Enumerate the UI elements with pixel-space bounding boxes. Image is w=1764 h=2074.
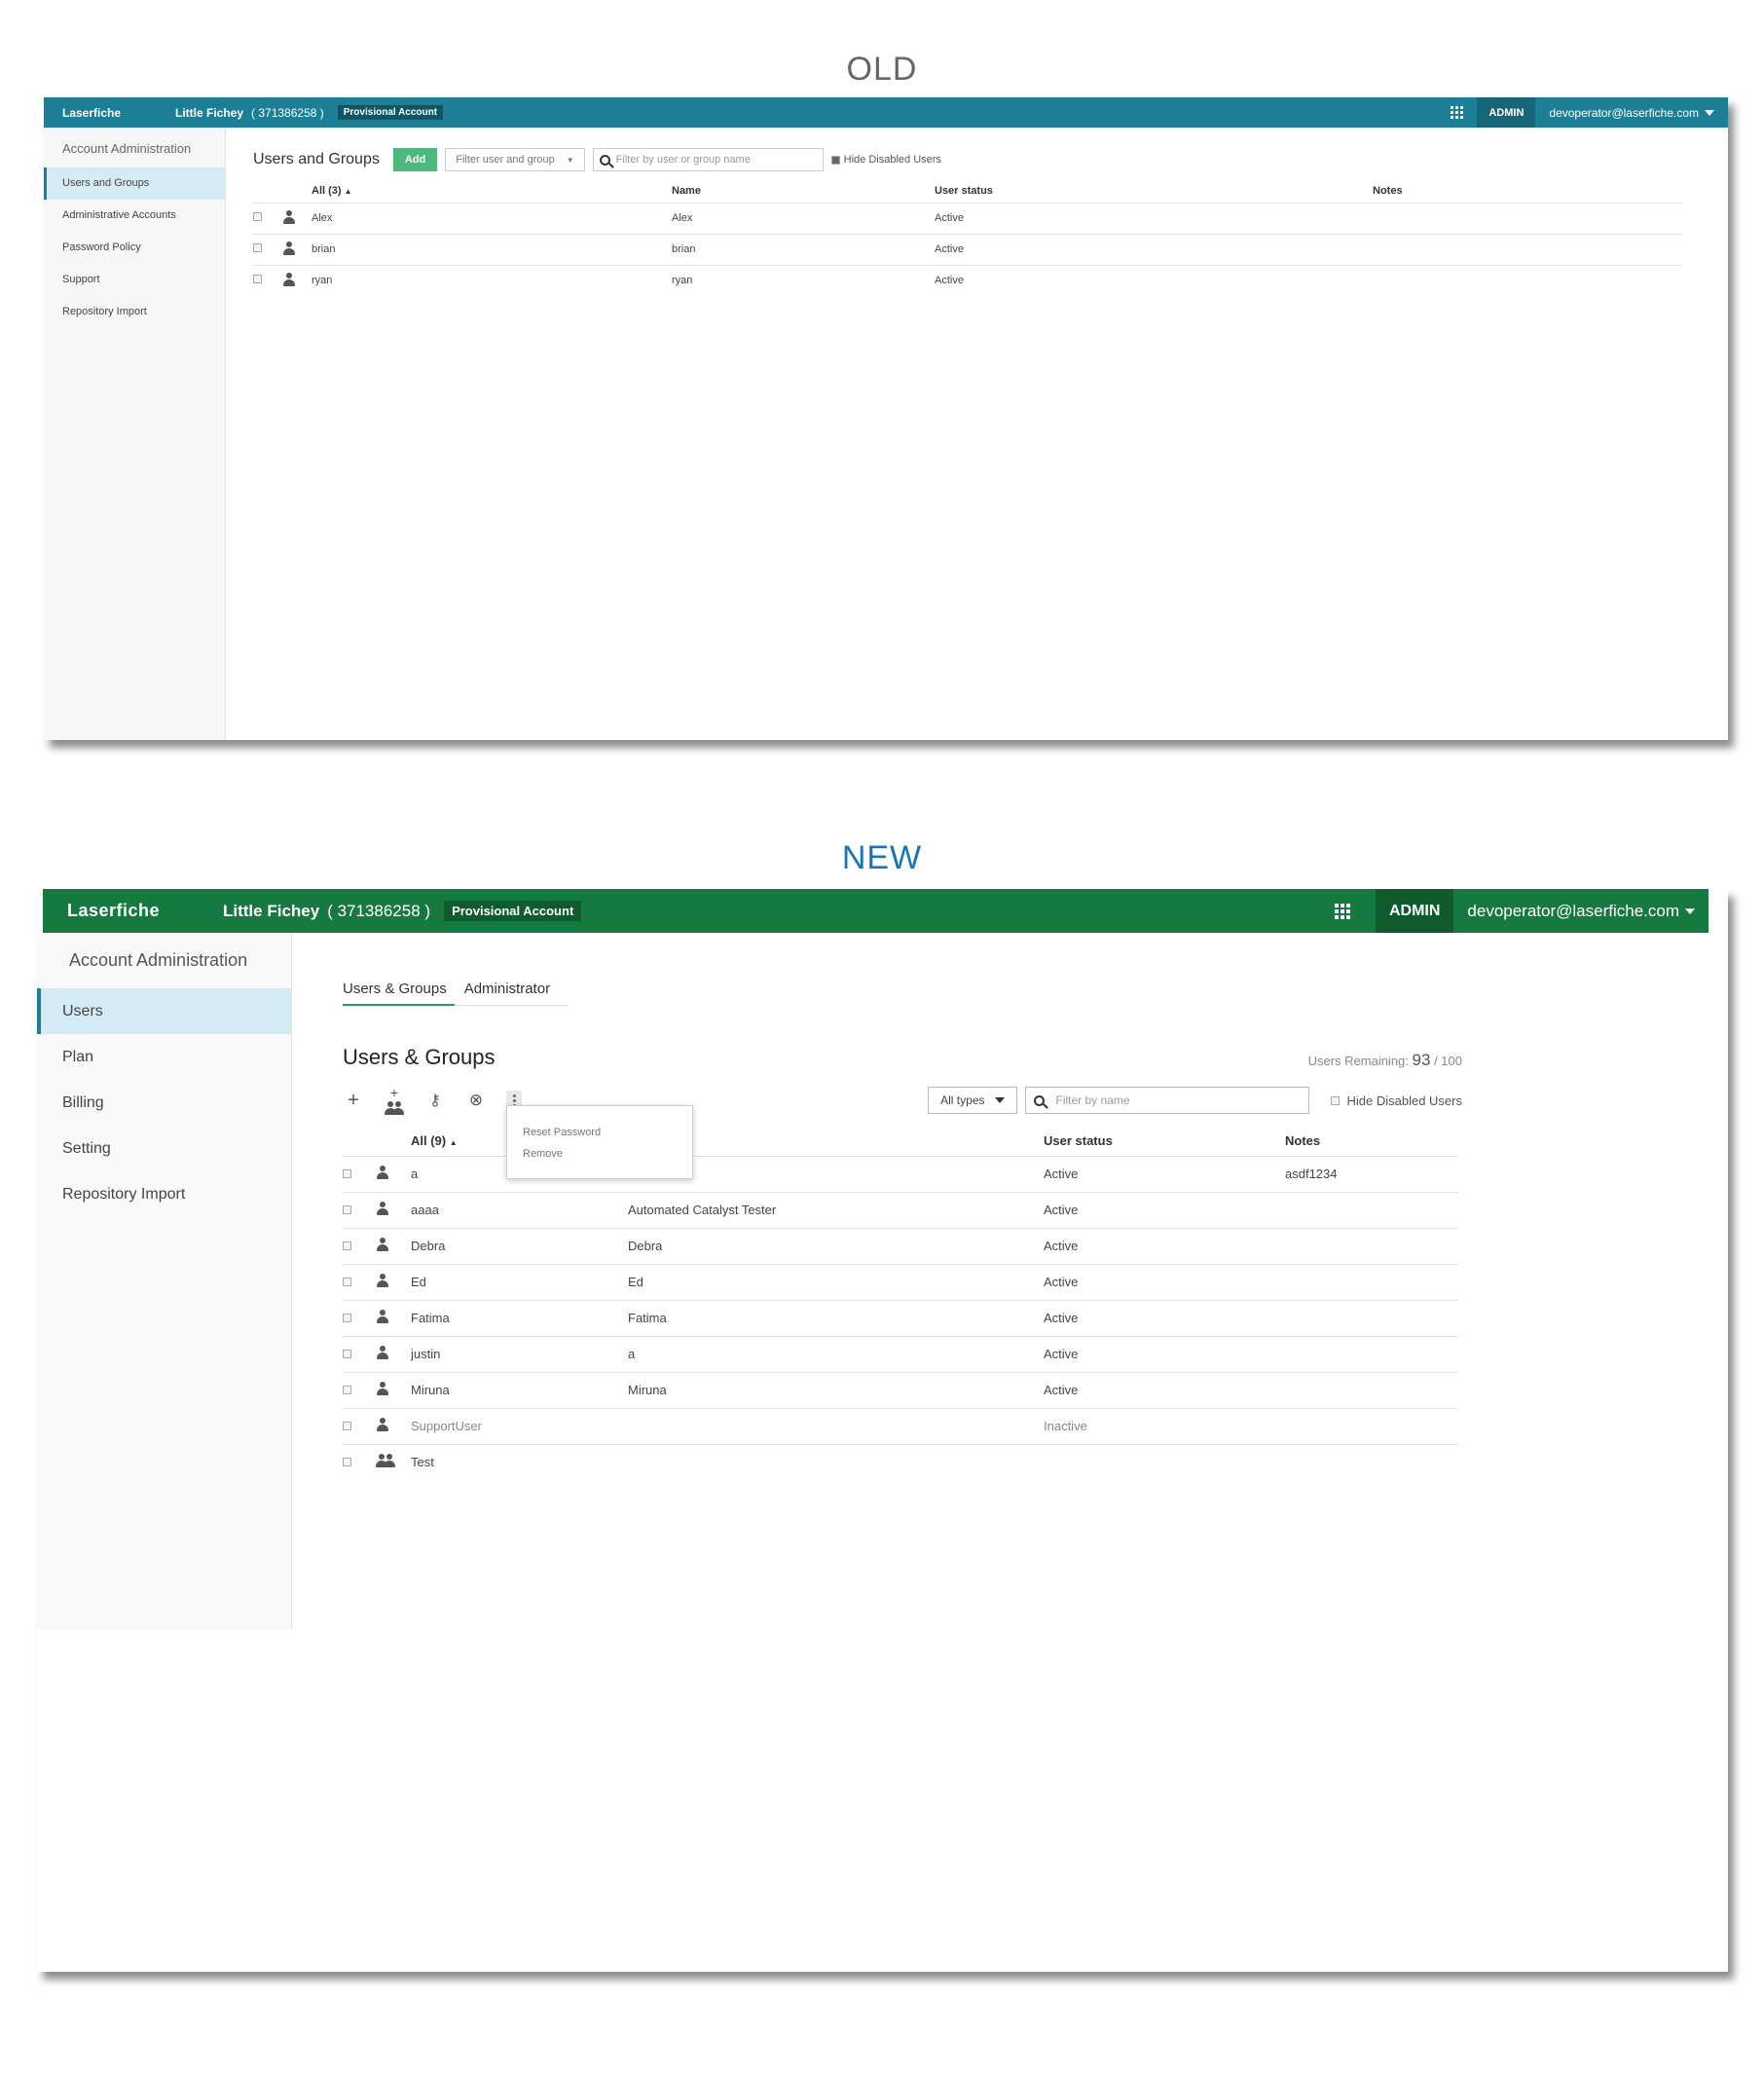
search-placeholder: Filter by name	[1055, 1093, 1130, 1107]
user-icon	[282, 273, 296, 286]
types-select[interactable]	[928, 1087, 1016, 1114]
sidebar-item-plan[interactable]: Plan	[62, 1049, 94, 1065]
row-checkbox[interactable]	[343, 1169, 351, 1178]
status-cell: Active	[935, 275, 964, 287]
account-cell: aaaa	[411, 1192, 628, 1228]
users-remaining-count: 93	[1412, 1051, 1431, 1069]
checkbox-label: Hide Disabled Users	[1346, 1093, 1462, 1108]
remove-circle-icon[interactable]: ⊗	[468, 1091, 484, 1109]
table-row[interactable]	[253, 234, 1682, 265]
sidebar-item-billing[interactable]: Billing	[62, 1094, 104, 1111]
search-input[interactable]	[1025, 1087, 1309, 1114]
row-checkbox[interactable]	[343, 1422, 351, 1430]
row-checkbox[interactable]	[343, 1386, 351, 1394]
hide-disabled-checkbox[interactable]	[831, 154, 941, 166]
row-checkbox[interactable]	[253, 243, 262, 252]
column-user-status[interactable]: User status	[1044, 1127, 1285, 1156]
add-group-icon[interactable]: +	[384, 1085, 405, 1116]
sidebar	[44, 128, 226, 740]
users-remaining-label: Users Remaining:	[1307, 1054, 1409, 1068]
status-cell: Active	[935, 203, 1373, 234]
name-cell: brian	[672, 234, 935, 265]
column-user-status[interactable]: User status	[935, 179, 1373, 203]
page-title: Users and Groups	[253, 151, 380, 167]
status-cell: Active	[1044, 1228, 1285, 1264]
row-checkbox[interactable]	[343, 1205, 351, 1214]
sort-asc-icon: ▲	[449, 1138, 458, 1148]
sidebar-item-support[interactable]: Support	[62, 274, 100, 285]
table-row[interactable]	[343, 1444, 1458, 1480]
notes-cell	[1285, 1300, 1458, 1336]
table-row[interactable]	[343, 1372, 1458, 1408]
name-cell: Debra	[628, 1228, 1044, 1264]
name-cell: Automated Catalyst Tester	[628, 1192, 1044, 1228]
column-all[interactable]: All (3) ▲	[312, 179, 672, 203]
account-cell: Fatima	[411, 1300, 628, 1336]
search-icon	[1034, 1095, 1045, 1106]
table-row[interactable]	[343, 1408, 1458, 1444]
app-grid-icon[interactable]	[1451, 106, 1463, 119]
old-heading: OLD	[846, 51, 918, 88]
new-screenshot	[37, 889, 1728, 1972]
user-email: devoperator@laserfiche.com	[1467, 901, 1679, 920]
sidebar-item-repository-import[interactable]: Repository Import	[62, 306, 147, 317]
search-placeholder: Filter by user or group name	[615, 154, 751, 166]
table-row[interactable]	[343, 1336, 1458, 1372]
notes-cell	[1373, 234, 1682, 265]
user-icon	[282, 210, 296, 224]
notes-cell	[1285, 1228, 1458, 1264]
name-cell: Alex	[672, 203, 935, 234]
users-table	[253, 179, 1682, 296]
sidebar-item-setting[interactable]: Setting	[62, 1140, 111, 1157]
name-cell: ryan	[672, 275, 693, 287]
status-cell	[1044, 1444, 1285, 1480]
user-email: devoperator@laserfiche.com	[1549, 105, 1699, 120]
user-icon	[376, 1202, 389, 1215]
user-icon	[376, 1166, 389, 1179]
row-checkbox[interactable]	[343, 1350, 351, 1358]
account-cell: SupportUser	[411, 1408, 628, 1444]
search-input[interactable]	[593, 148, 824, 171]
account-id: ( 371386258 )	[327, 901, 431, 920]
account-cell: Miruna	[411, 1372, 628, 1408]
caret-down-icon	[1685, 908, 1695, 914]
tab-administrator[interactable]: Administrator	[463, 980, 551, 997]
account-name: Little Fichey	[175, 105, 244, 120]
checkbox[interactable]	[1331, 1096, 1340, 1105]
account-id: ( 371386258 )	[251, 105, 324, 120]
table-row[interactable]	[343, 1264, 1458, 1300]
old-screenshot	[44, 97, 1728, 740]
row-checkbox[interactable]	[343, 1241, 351, 1250]
brand-logo[interactable]: Laserfiche	[62, 105, 122, 120]
user-icon	[376, 1346, 389, 1359]
app-grid-icon[interactable]	[1335, 904, 1350, 919]
user-icon	[282, 241, 296, 255]
user-icon	[376, 1418, 389, 1431]
caret-down-icon	[1705, 110, 1714, 116]
status-cell: Active	[935, 234, 1373, 265]
user-icon	[376, 1310, 389, 1323]
name-cell: a	[628, 1336, 1044, 1372]
status-cell: Active	[1044, 1300, 1285, 1336]
select-arrow-icon: ▼	[566, 155, 574, 165]
user-icon	[376, 1238, 389, 1251]
notes-cell	[1373, 265, 1682, 296]
status-cell: Active	[1044, 1372, 1285, 1408]
notes-cell	[1285, 1336, 1458, 1372]
status-cell: Active	[1044, 1156, 1285, 1192]
table-row[interactable]	[343, 1300, 1458, 1336]
filter-select-value: Filter user and group	[456, 154, 555, 166]
add-icon[interactable]: +	[348, 1089, 359, 1111]
status-cell: Active	[1044, 1192, 1285, 1228]
account-cell: Alex	[312, 203, 672, 234]
row-checkbox[interactable]	[343, 1278, 351, 1286]
table-row[interactable]	[253, 203, 1682, 234]
new-main	[343, 973, 1462, 1480]
account-cell: a	[411, 1156, 628, 1192]
menu-item-reset-password[interactable]: Reset Password	[523, 1127, 602, 1138]
menu-item-remove[interactable]: Remove	[523, 1148, 563, 1160]
sidebar-item-users[interactable]: Users	[37, 988, 291, 1034]
sidebar-title: Account Administration	[62, 141, 192, 156]
user-menu[interactable]	[1453, 902, 1709, 921]
checkbox[interactable]	[831, 156, 840, 165]
account-cell: justin	[411, 1336, 628, 1372]
notes-cell: asdf1234	[1285, 1156, 1458, 1192]
name-cell	[628, 1408, 1044, 1444]
user-icon	[376, 1382, 389, 1395]
notes-cell	[1285, 1444, 1458, 1480]
group-icon	[376, 1454, 395, 1467]
types-select-value: All types	[940, 1093, 985, 1107]
brand-logo[interactable]: Laserfiche	[67, 901, 161, 920]
admin-tab[interactable]: ADMIN	[1376, 889, 1453, 933]
status-cell: Inactive	[1044, 1408, 1285, 1444]
page-title: Users & Groups	[343, 1045, 496, 1069]
notes-cell	[1285, 1408, 1458, 1444]
column-notes[interactable]: Notes	[1285, 1127, 1458, 1156]
sidebar-item-password-policy[interactable]: Password Policy	[62, 241, 141, 253]
column-notes[interactable]: Notes	[1373, 179, 1682, 203]
account-cell: Test	[411, 1455, 434, 1470]
account-cell: Ed	[411, 1264, 628, 1300]
user-menu[interactable]	[1535, 106, 1728, 120]
old-main	[253, 146, 1704, 296]
name-cell: Fatima	[628, 1300, 1044, 1336]
sidebar-item-repository-import[interactable]: Repository Import	[62, 1186, 186, 1203]
sidebar-title: Account Administration	[69, 950, 248, 970]
name-cell: Ed	[628, 1264, 1044, 1300]
column-name[interactable]: Name	[672, 179, 935, 203]
top-bar	[43, 889, 1709, 933]
table-row[interactable]	[343, 1192, 1458, 1228]
checkbox-label: Hide Disabled Users	[843, 154, 941, 166]
new-heading: NEW	[841, 839, 923, 876]
column-all[interactable]: All (9) ▲	[411, 1127, 628, 1156]
table-row[interactable]	[343, 1228, 1458, 1264]
notes-cell	[1285, 1372, 1458, 1408]
title-row	[343, 1041, 1462, 1070]
account-cell: ryan	[312, 275, 333, 287]
account-cell: Debra	[411, 1228, 628, 1264]
account-name: Little Fichey	[223, 901, 320, 920]
provisional-badge: Provisional Account	[444, 901, 581, 921]
sidebar-item-users-and-groups[interactable]: Users and Groups	[44, 167, 225, 200]
users-remaining	[1308, 1051, 1462, 1070]
tab-users-groups[interactable]: Users & Groups	[343, 973, 455, 1006]
row-checkbox[interactable]	[343, 1314, 351, 1322]
sidebar	[37, 933, 292, 1629]
name-cell	[628, 1444, 1044, 1480]
sort-asc-icon: ▲	[344, 186, 352, 196]
provisional-badge: Provisional Account	[338, 105, 443, 120]
users-table	[343, 1127, 1458, 1480]
add-button[interactable]: Add	[393, 148, 437, 171]
status-cell: Active	[1044, 1264, 1285, 1300]
users-remaining-total: / 100	[1434, 1054, 1462, 1068]
row-checkbox[interactable]	[343, 1458, 351, 1466]
tab-bar	[343, 973, 569, 1006]
account-cell: brian	[312, 234, 672, 265]
name-cell: Miruna	[628, 1372, 1044, 1408]
status-cell: Active	[1044, 1336, 1285, 1372]
notes-cell	[1373, 203, 1682, 234]
search-icon	[600, 155, 610, 166]
user-icon	[376, 1274, 389, 1287]
sidebar-item-administrative-accounts[interactable]: Administrative Accounts	[62, 209, 176, 221]
table-row[interactable]	[253, 265, 1682, 296]
toolbar	[253, 146, 1704, 173]
top-bar	[44, 97, 1728, 128]
row-checkbox[interactable]	[253, 212, 262, 221]
notes-cell	[1285, 1264, 1458, 1300]
key-icon[interactable]: ⚷	[429, 1093, 441, 1109]
row-checkbox[interactable]	[253, 275, 262, 283]
caret-down-icon	[995, 1097, 1005, 1103]
more-actions-menu	[506, 1105, 693, 1179]
hide-disabled-checkbox[interactable]	[1331, 1093, 1463, 1108]
admin-tab[interactable]: ADMIN	[1477, 97, 1535, 128]
notes-cell	[1285, 1192, 1458, 1228]
filter-select[interactable]	[445, 148, 584, 171]
